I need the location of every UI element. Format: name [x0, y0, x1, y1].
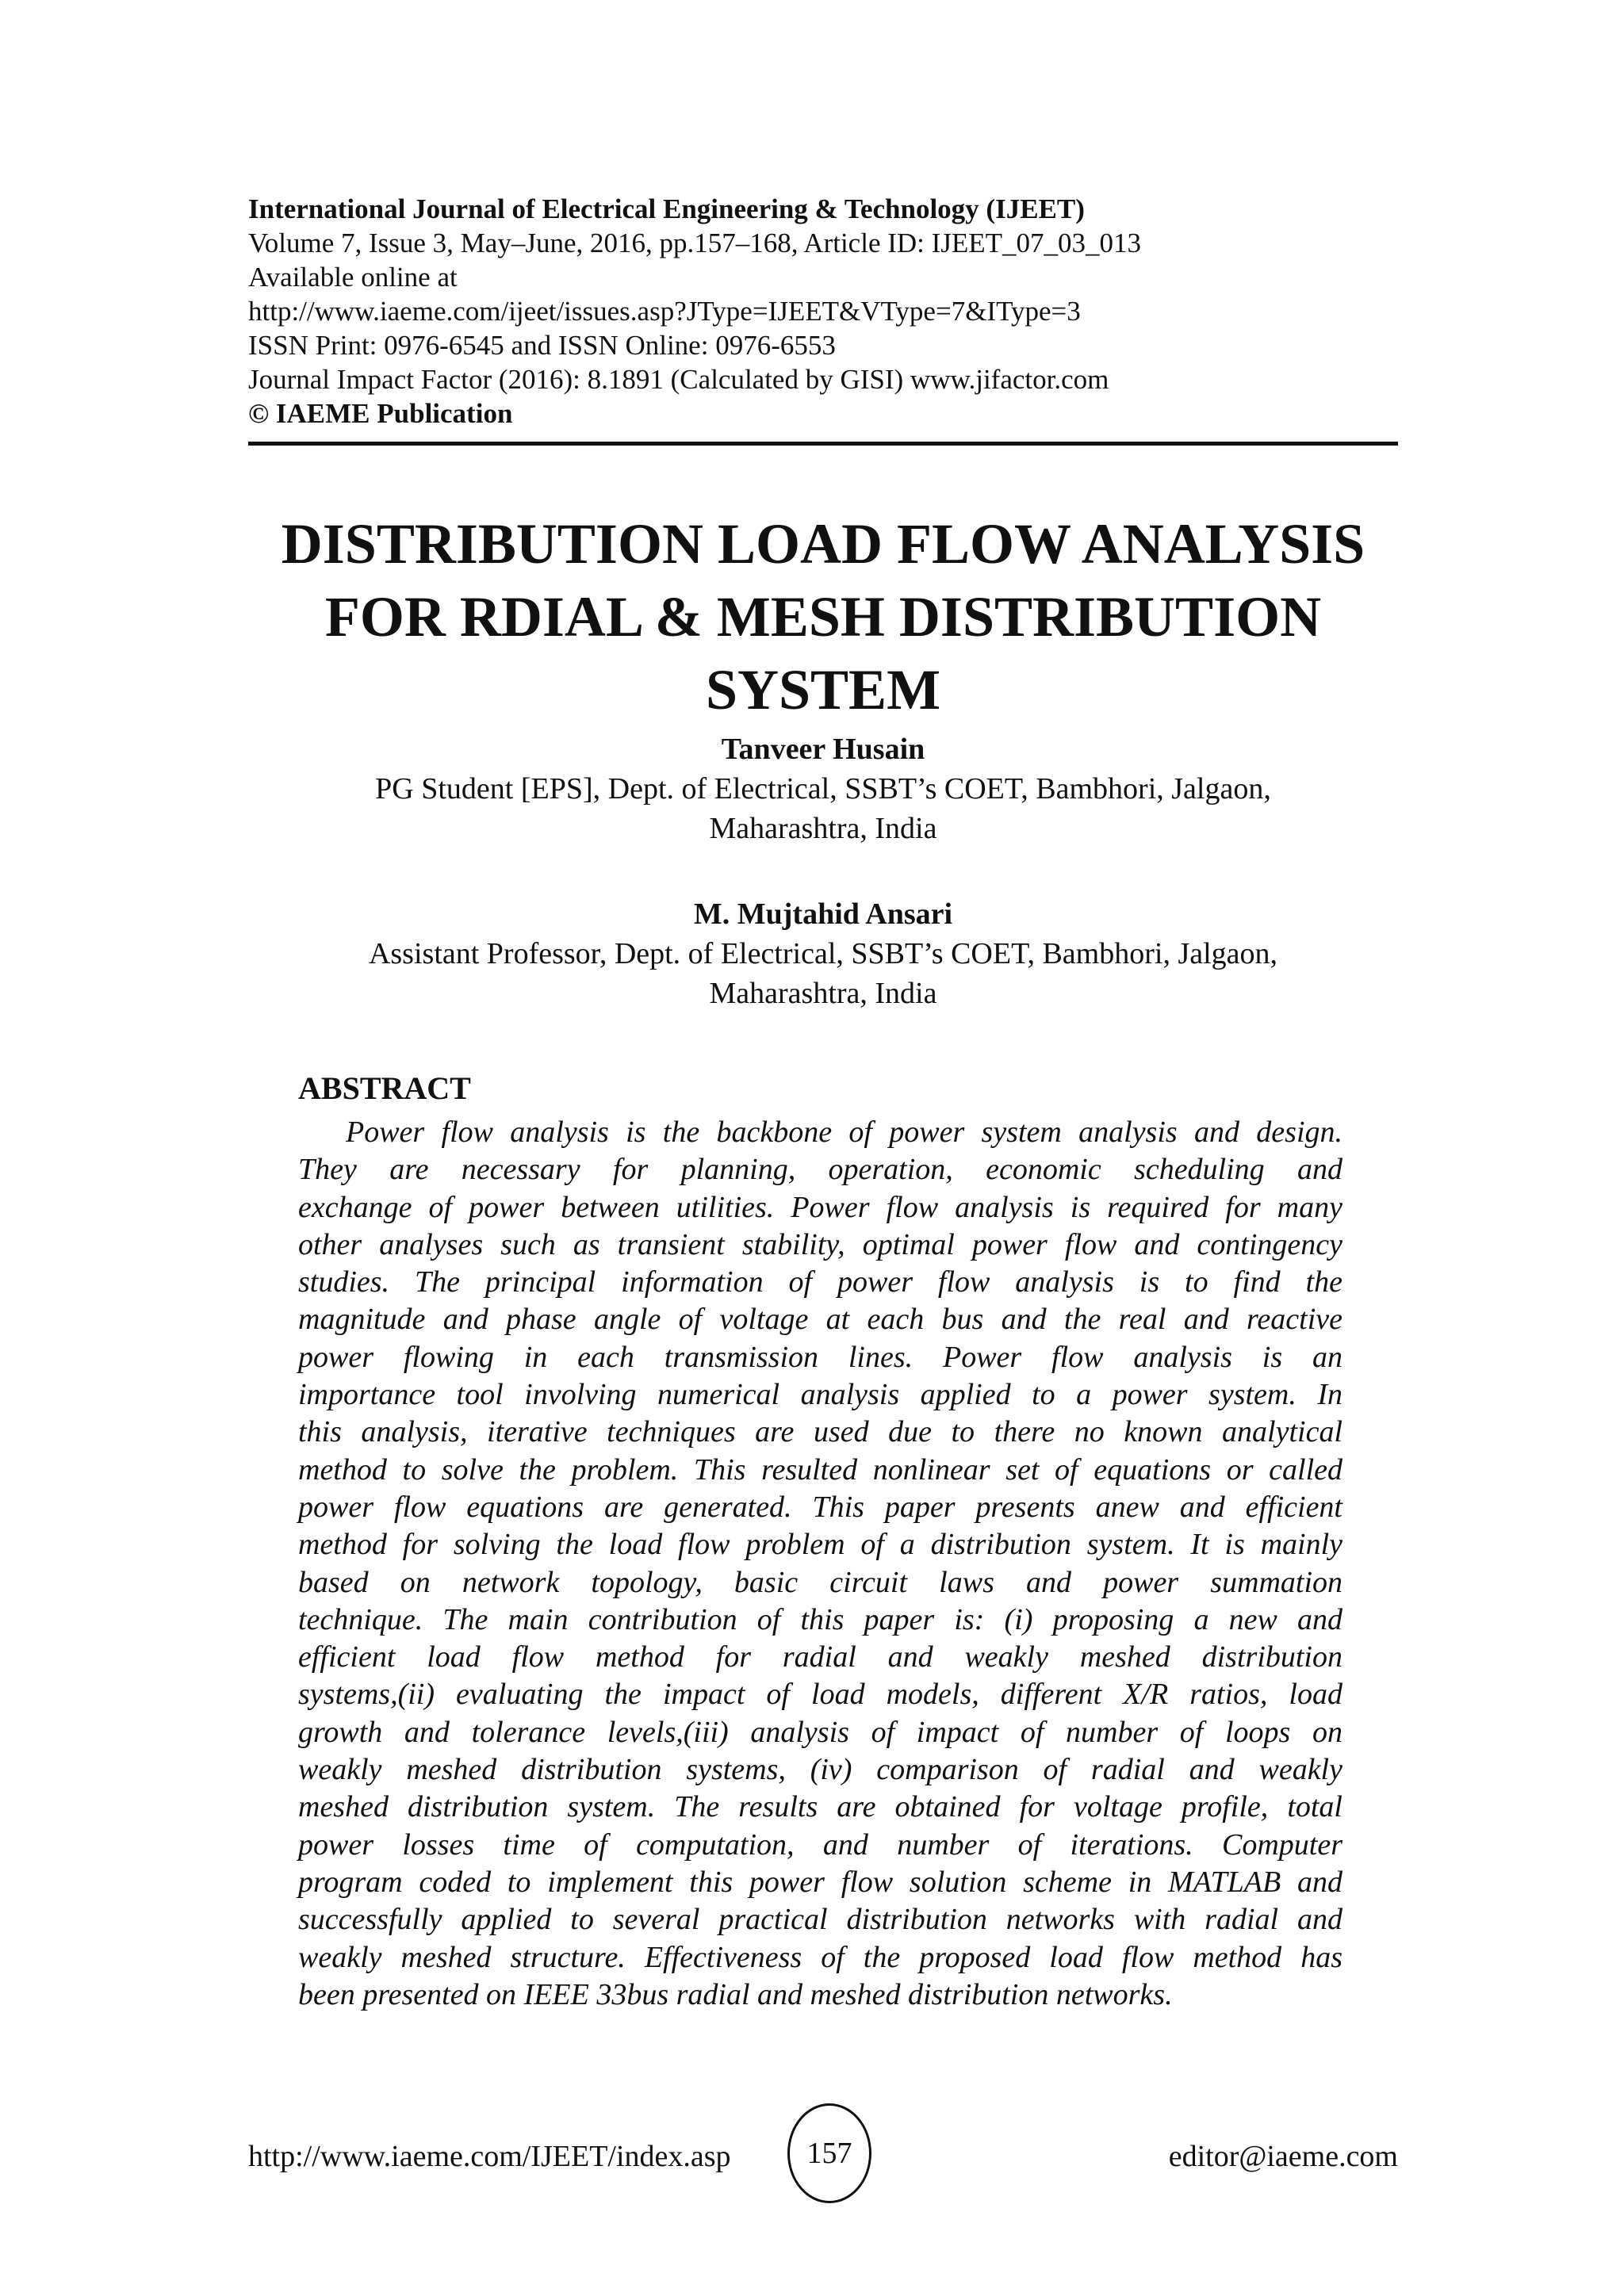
- author-affiliation: [248, 934, 1398, 1013]
- page-number: [787, 2103, 871, 2203]
- abstract-line: technique. The main contribution of this paper is: (i) proposing a new and: [298, 1602, 1342, 1636]
- abstract-line: program coded to implement this power flow solution scheme in MATLAB and: [298, 1865, 1342, 1899]
- abstract-line: other analyses such as transient stability, optimal power flow and contingency: [298, 1227, 1342, 1261]
- abstract-line: this analysis, iterative techniques are used due to there no known analytical: [298, 1415, 1342, 1449]
- author-affiliation: [248, 769, 1398, 848]
- abstract-line: been presented on IEEE 33bus radial and meshed distribution networks.: [298, 1977, 1173, 2011]
- footer-url[interactable]: http://www.iaeme.com/IJEET/index.asp: [248, 2140, 731, 2173]
- abstract-line: exchange of power between utilities. Power flow analysis is required for many: [298, 1190, 1342, 1224]
- page-number-label: 157: [806, 2137, 852, 2170]
- abstract-line: studies. The principal information of power flow analysis is to find the: [298, 1265, 1342, 1299]
- author-name: Tanveer Husain: [721, 733, 925, 766]
- author-affiliation-line: Maharashtra, India: [709, 977, 937, 1010]
- author-affiliation-line: Maharashtra, India: [709, 812, 937, 845]
- abstract-body: [298, 1114, 1342, 2014]
- paper-title-line-2: FOR RDIAL & MESH DISTRIBUTION: [324, 585, 1322, 649]
- author-affiliation-line: Assistant Professor, Dept. of Electrical, SSBT’s COET, Bambhori, Jalgaon,: [368, 937, 1278, 970]
- journal-issn: ISSN Print: 0976-6545 and ISSN Online: 0976-6553: [248, 330, 836, 361]
- author-affiliation-line: PG Student [EPS], Dept. of Electrical, SSBT’s COET, Bambhori, Jalgaon,: [375, 772, 1271, 806]
- abstract-line: systems,(ii) evaluating the impact of load models, different X/R ratios, load: [298, 1678, 1342, 1712]
- abstract-line: power losses time of computation, and number of iterations. Computer: [298, 1827, 1342, 1862]
- header-divider: [248, 442, 1398, 446]
- abstract-line: power flow equations are generated. This paper presents anew and efficient: [298, 1490, 1342, 1524]
- abstract-line: power flowing in each transmission lines. Power flow analysis is an: [298, 1340, 1342, 1374]
- abstract-line: Power flow analysis is the backbone of power system analysis and design.: [346, 1115, 1342, 1149]
- paper-title-line-3: SYSTEM: [705, 658, 941, 721]
- journal-header: [248, 192, 1398, 430]
- abstract-line: method to solve the problem. This resulted nonlinear set of equations or called: [298, 1452, 1342, 1487]
- journal-name: International Journal of Electrical Engineering & Technology (IJEET): [248, 193, 1085, 224]
- abstract-line: They are necessary for planning, operation, economic scheduling and: [298, 1153, 1342, 1187]
- author-name: M. Mujtahid Ansari: [693, 897, 953, 931]
- abstract-line: growth and tolerance levels,(iii) analysis of impact of number of loops on: [298, 1715, 1342, 1749]
- author-block-2: [248, 894, 1398, 1013]
- abstract-line: method for solving the load flow problem of a distribution system. It is mainly: [298, 1528, 1342, 1562]
- journal-publisher: © IAEME Publication: [248, 398, 513, 429]
- abstract-line: weakly meshed distribution systems, (iv) comparison of radial and weakly: [298, 1753, 1342, 1787]
- abstract-line: based on network topology, basic circuit laws and power summation: [298, 1565, 1342, 1599]
- abstract-line: efficient load flow method for radial and weakly meshed distribution: [298, 1640, 1342, 1674]
- journal-url[interactable]: http://www.iaeme.com/ijeet/issues.asp?JType=IJEET&VType=7&IType=3: [248, 296, 1081, 327]
- footer-email[interactable]: editor@iaeme.com: [1168, 2140, 1398, 2173]
- abstract-line: importance tool involving numerical analysis applied to a power system. In: [298, 1378, 1342, 1412]
- abstract-line: meshed distribution system. The results are obtained for voltage profile, total: [298, 1790, 1342, 1824]
- journal-impact-factor: Journal Impact Factor (2016): 8.1891 (Calculated by GISI) www.jifactor.com: [248, 364, 1109, 395]
- abstract-line: weakly meshed structure. Effectiveness of the proposed load flow method has: [298, 1940, 1342, 1974]
- abstract-line: successfully applied to several practical distribution networks with radial and: [298, 1903, 1342, 1937]
- abstract-line: magnitude and phase angle of voltage at each bus and the real and reactive: [298, 1303, 1342, 1337]
- paper-title-line-1: DISTRIBUTION LOAD FLOW ANALYSIS: [281, 512, 1365, 576]
- abstract-heading: ABSTRACT: [298, 1070, 471, 1106]
- journal-available: Available online at: [248, 262, 458, 293]
- author-block-1: [248, 729, 1398, 848]
- journal-volume: Volume 7, Issue 3, May–June, 2016, pp.157–168, Article ID: IJEET_07_03_013: [248, 228, 1142, 258]
- paper-title: [248, 507, 1398, 726]
